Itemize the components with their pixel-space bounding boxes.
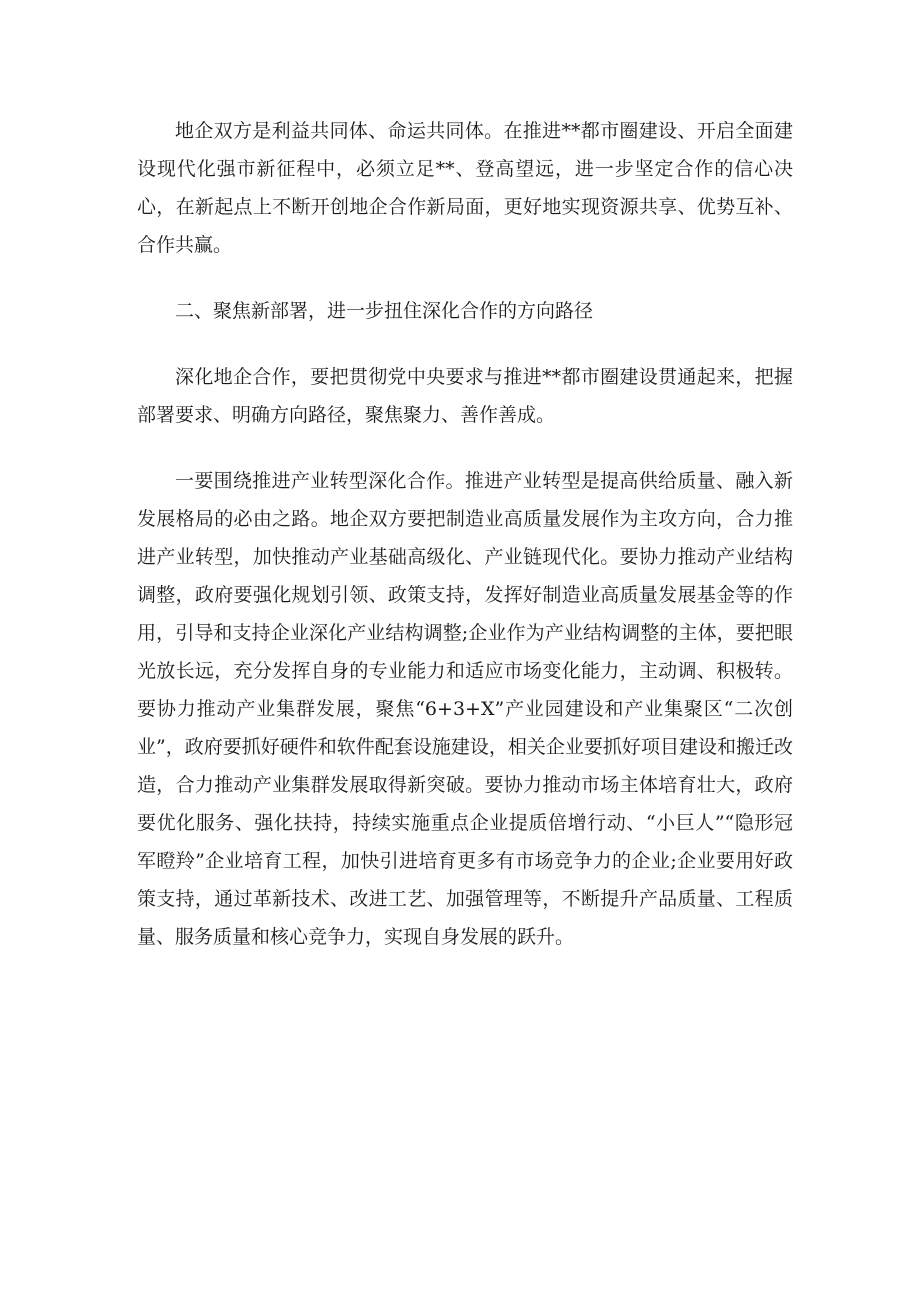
paragraph-intro: 地企双方是利益共同体、命运共同体。在推进**都市圈建设、开启全面建设现代化强市新征程中，必须立足**、登高望远，进一步坚定合作的信心决心，在新起点上不断开创地企合作新局面，更好地实现资源共享、优势互补、合作共赢。 bbox=[137, 120, 793, 256]
document-page bbox=[137, 112, 793, 956]
paragraph-overview: 深化地企合作，要把贯彻党中央要求与推进**都市圈建设贯通起来，把握部署要求、明确方向路径，聚焦聚力、善作善成。 bbox=[137, 366, 793, 426]
paragraph-industry-transformation: 一要围绕推进产业转型深化合作。推进产业转型是提高供给质量、融入新发展格局的必由之路。地企双方要把制造业高质量发展作为主攻方向，合力推进产业转型，加快推动产业基础高级化、产业链现代化。要协力推动产业结构调整，政府要强化规划引领、政策支持，发挥好制造业高质量发展基金等的作用，引导和支持企业深化产业结构调整;企业作为产业结构调整的主体，要把眼光放长远，充分发挥自身的专业能力和适应市场变化能力，主动调、积极转。要协力推动产业集群发展，聚焦“6+3+X”产业园建设和产业集聚区“二次创业”，政府要抓好硬件和软件配套设施建设，相关企业要抓好项目建设和搬迁改造，合力推动产业集群发展取得新突破。要协力推动市场主体培育壮大，政府要优化服务、强化扶持，持续实施重点企业提质倍增行动、“小巨人”“隐形冠军瞪羚”企业培育工程，加快引进培育更多有市场竞争力的企业;企业要用好政策支持，通过革新技术、改进工艺、加强管理等，不断提升产品质量、工程质量、服务质量和核心竞争力，实现自身发展的跃升。 bbox=[137, 470, 793, 948]
section-heading: 二、聚焦新部署，进一步扭住深化合作的方向路径 bbox=[175, 300, 594, 322]
